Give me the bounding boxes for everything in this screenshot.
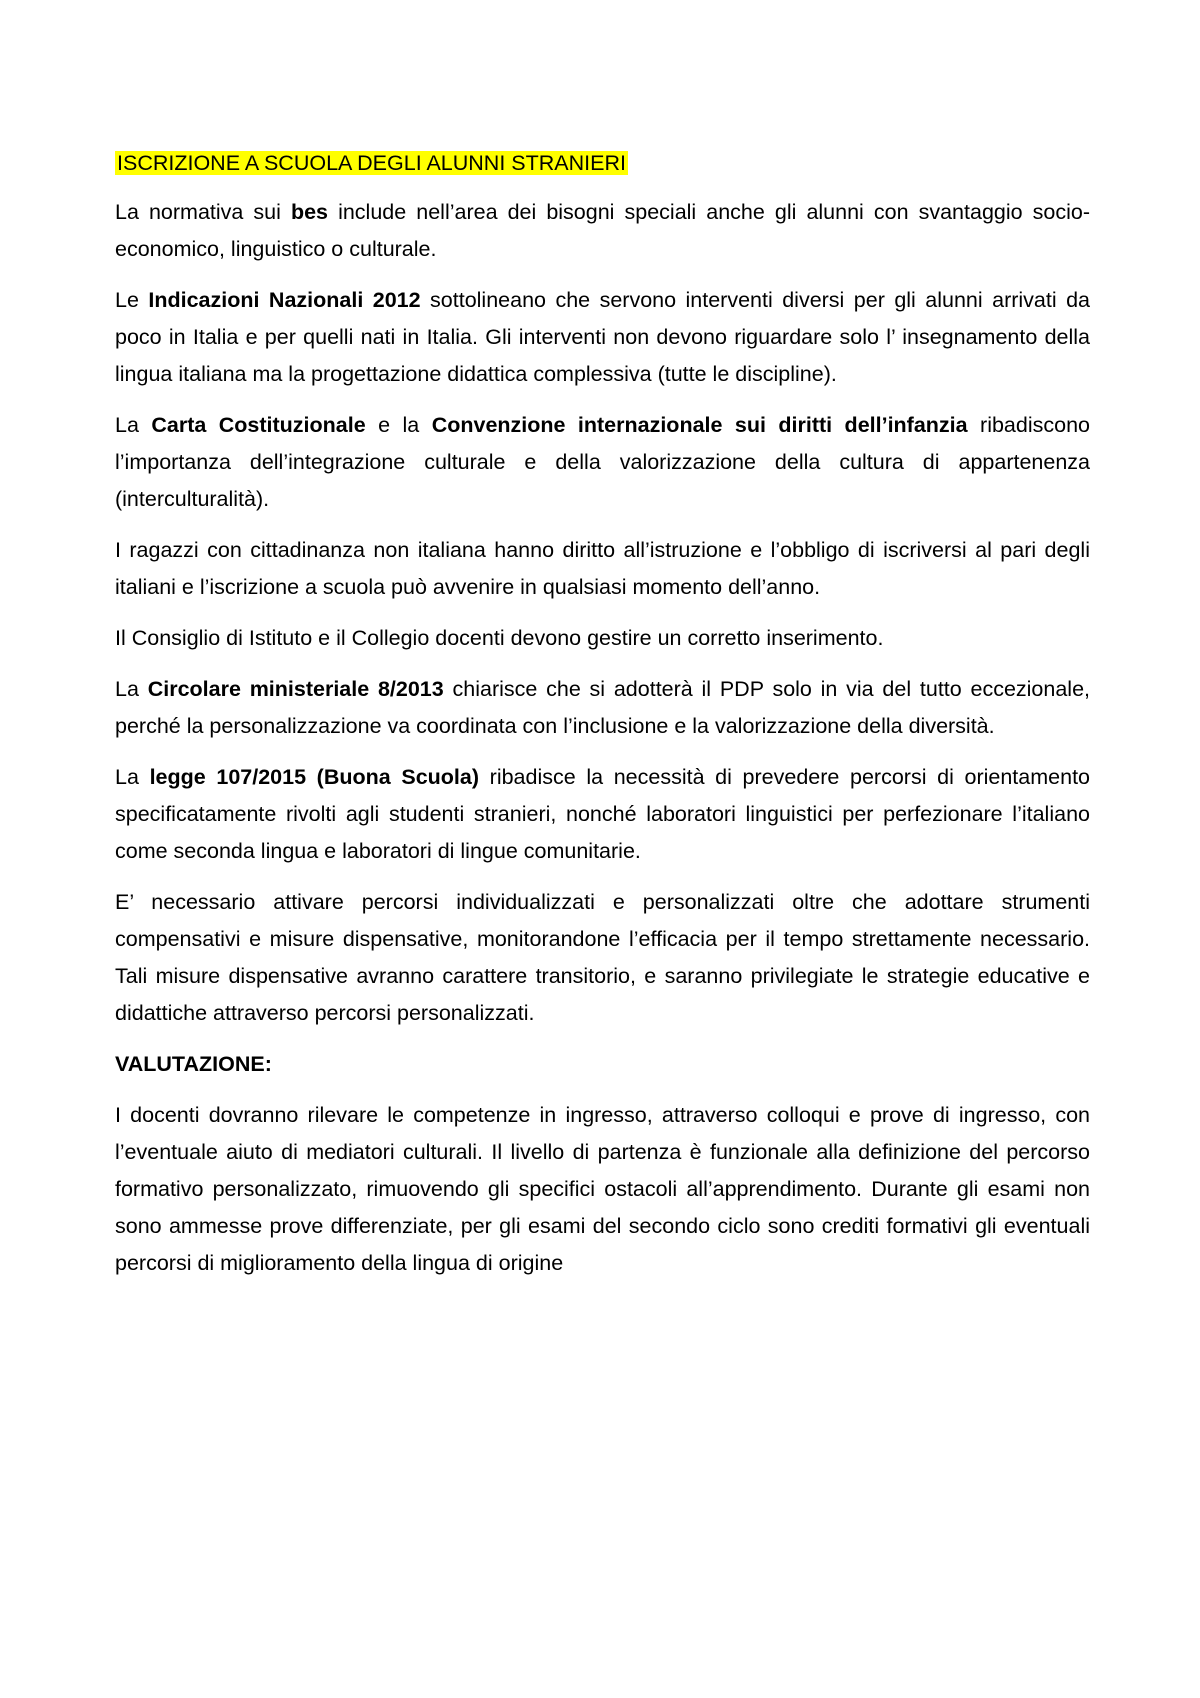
document-title: [115, 145, 1090, 182]
paragraph-text: Il Consiglio di Istituto e il Collegio docenti devono gestire un corretto inserimento.: [115, 626, 884, 650]
paragraph-text: include nell’area dei bisogni speciali anche gli alunni con svantaggio socio-economico, linguistico o culturale.: [115, 200, 1090, 261]
paragraph-consiglio: [115, 620, 1090, 657]
paragraph-carta-costituzionale: [115, 407, 1090, 518]
paragraph-text: E’ necessario attivare percorsi individualizzati e personalizzati oltre che adottare strumenti compensativi e misure dispensative, monitorandone l’efficacia per il tempo strettamente necessario. Tali misure dispensative avranno carattere transitorio, e saranno privilegiate le strategie educative e didattiche attraverso percorsi personalizzati.: [115, 890, 1090, 1025]
title-highlight: ISCRIZIONE A SCUOLA DEGLI ALUNNI STRANIERI: [117, 151, 626, 175]
paragraph-text: I ragazzi con cittadinanza non italiana hanno diritto all’istruzione e l’obbligo di iscriversi al pari degli italiani e l’iscrizione a scuola può avvenire in qualsiasi momento dell’anno.: [115, 538, 1090, 599]
bold-term: Circolare ministeriale 8/2013: [147, 677, 444, 701]
bold-term: bes: [290, 200, 329, 224]
paragraph-text: chiarisce che si adotterà il PDP solo in via del tutto eccezionale, perché la personalizzazione va coordinata con l’inclusione e la valorizzazione della diversità.: [115, 677, 1091, 738]
paragraph-text: La normativa sui: [115, 200, 291, 224]
section-heading-valutazione: VALUTAZIONE:: [115, 1052, 272, 1076]
paragraph-legge: [115, 759, 1090, 870]
paragraph-valutazione: I docenti dovranno rilevare le competenze in ingresso, attraverso colloqui e prove di ingresso, con l’eventuale aiuto di mediatori culturali. Il livello di partenza è funzionale alla definizione del percorso formativo personalizzato, rimuovendo gli specifici ostacoli all’apprendimento. Durante gli esami non sono ammesse prove differenziate, per gli esami del secondo ciclo sono crediti formativi gli eventuali percorsi di miglioramento della lingua di origine: [115, 1103, 1090, 1275]
paragraph-text: La: [115, 413, 152, 437]
bold-term: Carta Costituzionale: [151, 413, 366, 437]
bold-term: Indicazioni Nazionali 2012: [148, 288, 421, 312]
paragraph-text: e la: [365, 413, 432, 437]
paragraph-text: ribadisce la necessità di prevedere percorsi di orientamento specificatamente rivolti agli studenti stranieri, nonché laboratori linguistici per perfezionare l’italiano come seconda lingua e laboratori di lingue comunitarie.: [115, 765, 1090, 863]
paragraph-text: Le: [115, 288, 149, 312]
paragraph-cittadinanza: [115, 532, 1090, 606]
bold-term: legge 107/2015 (Buona Scuola): [149, 765, 480, 789]
bold-term: Convenzione internazionale sui diritti dell’infanzia: [431, 413, 968, 437]
paragraph-circolare: [115, 671, 1090, 745]
paragraph-indicazioni: [115, 282, 1090, 393]
paragraph-text: La: [115, 765, 150, 789]
paragraph-bes: [115, 194, 1090, 268]
paragraph-percorsi: [115, 884, 1090, 1032]
paragraph-text: ribadiscono l’importanza dell’integrazione culturale e della valorizzazione della cultura di appartenenza (interculturalità).: [115, 413, 1090, 511]
paragraph-text: sottolineano che servono interventi diversi per gli alunni arrivati da poco in Italia e per quelli nati in Italia. Gli interventi non devono riguardare solo l’ insegnamento della lingua italiana ma la progettazione didattica complessiva (tutte le discipline).: [115, 288, 1090, 386]
document-page: [115, 145, 1090, 1296]
paragraph-text: La: [115, 677, 148, 701]
